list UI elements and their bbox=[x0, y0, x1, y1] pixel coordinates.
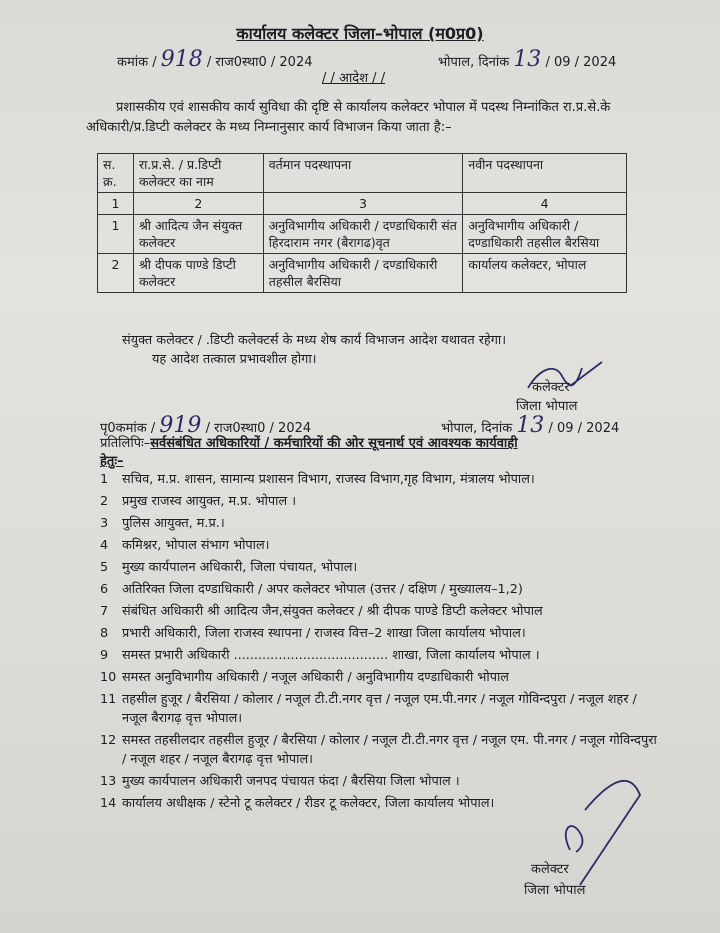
endorsement-number-handwritten: 919 bbox=[159, 413, 202, 438]
list-item: 8 प्रभारी अधिकारी, जिला राजस्व स्थापना / राजस्व वित्त–2 शाखा जिला कार्यालय भोपाल। bbox=[100, 626, 526, 641]
intro-paragraph: प्रशासकीय एवं शासकीय कार्य सुविधा की दृष्टि से कार्यालय कलेक्टर भोपाल में पदस्थ निम्नांकित रा.प्र.से.के अधिकारी/प्र.डिप्टी कलेक्टर के मध्य निम्नानुसार कार्य विभाजन किया जाता है:– bbox=[86, 100, 611, 135]
endorsement-date-day-handwritten: 13 bbox=[516, 413, 545, 438]
column-number-cell: 2 bbox=[133, 193, 263, 215]
list-item: 2 प्रमुख राजस्व आयुक्त, म.प्र. भोपाल । bbox=[100, 494, 297, 509]
transfer-table bbox=[97, 153, 627, 293]
endorsement-date-prefix: भोपाल, दिनांक bbox=[441, 421, 513, 436]
copy-to-heading bbox=[100, 433, 518, 451]
table-cell-sno: 1 bbox=[98, 215, 134, 254]
order-number-handwritten: 918 bbox=[160, 47, 203, 72]
endorsement-date-suffix: / 09 / 2024 bbox=[548, 421, 620, 436]
list-item: 12 समस्त तहसीलदार तहसील हुजूर / बैरसिया / कोलार / नजूल टी.टी.नगर वृत्त / नजूल एम. पी.नगर / नजूल गोविन्दपुरा / नजूल शहर / नजूल बैरागढ़ वृत्त भोपाल। bbox=[100, 733, 657, 767]
endorsement-number-prefix: पृ0कमांक / bbox=[100, 421, 156, 436]
copy-to-label: प्रतिलिपिः– bbox=[100, 436, 151, 451]
table-cell-current-posting: अनुविभागीय अधिकारी / दण्डाधिकारी तहसील बैरसिया bbox=[263, 254, 463, 293]
table-cell-sno: 2 bbox=[98, 254, 134, 293]
list-item: 4 कमिश्नर, भोपाल संभाग भोपाल। bbox=[100, 538, 270, 553]
order-date-suffix: / 09 / 2024 bbox=[545, 55, 617, 70]
column-number-cell: 3 bbox=[263, 193, 463, 215]
list-item: 3 पुलिस आयुक्त, म.प्र.। bbox=[100, 516, 225, 531]
table-cell-name: श्री आदित्य जैन संयुक्त कलेक्टर bbox=[133, 215, 263, 254]
list-item: 11 तहसील हुजूर / बैरसिया / कोलार / नजूल टी.टी.नगर वृत्त / नजूल एम.पी.नगर / नजूल गोविन्दपुरा / नजूल शहर / नजूल बैरागढ़ वृत्त भोपाल। bbox=[100, 692, 637, 726]
table-header-cell: नवीन पदस्थापना bbox=[463, 154, 627, 193]
table-cell-current-posting: अनुविभागीय अधिकारी / दण्डाधिकारी संत हिरदाराम नगर (बैरागढ)वृत bbox=[263, 215, 463, 254]
order-number-suffix: / राज0स्था0 / 2024 bbox=[206, 55, 313, 70]
table-cell-name: श्री दीपक पाण्डे डिप्टी कलेक्टर bbox=[133, 254, 263, 293]
column-number-cell: 1 bbox=[98, 193, 134, 215]
list-item: 6 अतिरिक्त जिला दण्डाधिकारी / अपर कलेक्टर भोपाल (उत्तर / दक्षिण / मुख्यालय–1,2) bbox=[100, 582, 523, 597]
table-column-number-row bbox=[98, 193, 627, 215]
order-date bbox=[438, 47, 616, 72]
table-cell-new-posting: कार्यालय कलेक्टर, भोपाल bbox=[463, 254, 627, 293]
list-item: 10 समस्त अनुविभागीय अधिकारी / नजूल अधिकारी / अनुविभागीय दण्डाधिकारी भोपाल bbox=[100, 670, 509, 685]
signature1-designation: कलेक्टर bbox=[532, 380, 570, 395]
table-header-cell: वर्तमान पदस्थापना bbox=[263, 154, 463, 193]
table-row bbox=[98, 254, 627, 293]
list-item: 1 सचिव, म.प्र. शासन, सामान्य प्रशासन विभाग, राजस्व विभाग,गृह विभाग, मंत्रालय भोपाल। bbox=[100, 472, 535, 487]
signature2-designation: कलेक्टर bbox=[531, 862, 569, 877]
list-item: 7 संबंधित अधिकारी श्री आदित्य जैन,संयुक्त कलेक्टर / श्री दीपक पाण्डे डिप्टी कलेक्टर भोपाल bbox=[100, 604, 543, 619]
copy-to-purpose: सर्वसंबंधित अधिकारियों / कर्मचारियों की ओर सूचनार्थ एवं आवश्यक कार्यवाही bbox=[150, 436, 518, 451]
table-row bbox=[98, 215, 627, 254]
signature1-district: जिला भोपाल bbox=[516, 399, 578, 414]
list-item: 9 समस्त प्रभारी अधिकारी ...................................... शाखा, जिला कार्यालय भोपाल । bbox=[100, 648, 540, 663]
remaining-work-note: संयुक्त कलेक्टर / .डिप्टी कलेक्टर्स के मध्य शेष कार्य विभाजन आदेश यथावत रहेगा। bbox=[122, 333, 507, 348]
copy-to-purpose-end: हेतुः– bbox=[100, 454, 124, 469]
effective-note: यह आदेश तत्काल प्रभावशील होगा। bbox=[152, 352, 317, 367]
order-date-prefix: भोपाल, दिनांक bbox=[438, 55, 510, 70]
list-item: 5 मुख्य कार्यपालन अधिकारी, जिला पंचायत, भोपाल। bbox=[100, 560, 358, 575]
table-header-row bbox=[98, 154, 627, 193]
column-number-cell: 4 bbox=[463, 193, 627, 215]
endorsement-number-suffix: / राज0स्था0 / 2024 bbox=[205, 421, 312, 436]
order-number-prefix: कमांक / bbox=[117, 55, 157, 70]
order-number bbox=[117, 47, 313, 72]
list-item: 14 कार्यालय अधीक्षक / स्टेनो टू कलेक्टर / रीडर टू कलेक्टर, जिला कार्यालय भोपाल। bbox=[100, 796, 495, 811]
order-date-day-handwritten: 13 bbox=[513, 47, 542, 72]
office-title: कार्यालय कलेक्टर जिला–भोपाल (म0प्र0) bbox=[236, 24, 484, 43]
list-item: 13 मुख्य कार्यपालन अधिकारी जनपद पंचायत फंदा / बैरसिया जिला भोपाल । bbox=[100, 774, 460, 789]
table-cell-new-posting: अनुविभागीय अधिकारी / दण्डाधिकारी तहसील बैरसिया bbox=[463, 215, 627, 254]
signature2-district: जिला भोपाल bbox=[524, 883, 586, 898]
copy-list bbox=[100, 470, 660, 816]
table-header-cell: स. क्र. bbox=[98, 154, 134, 193]
order-heading: / / आदेश / / bbox=[322, 71, 386, 86]
table-header-cell: रा.प्र.से. / प्र.डिप्टी कलेक्टर का नाम bbox=[133, 154, 263, 193]
